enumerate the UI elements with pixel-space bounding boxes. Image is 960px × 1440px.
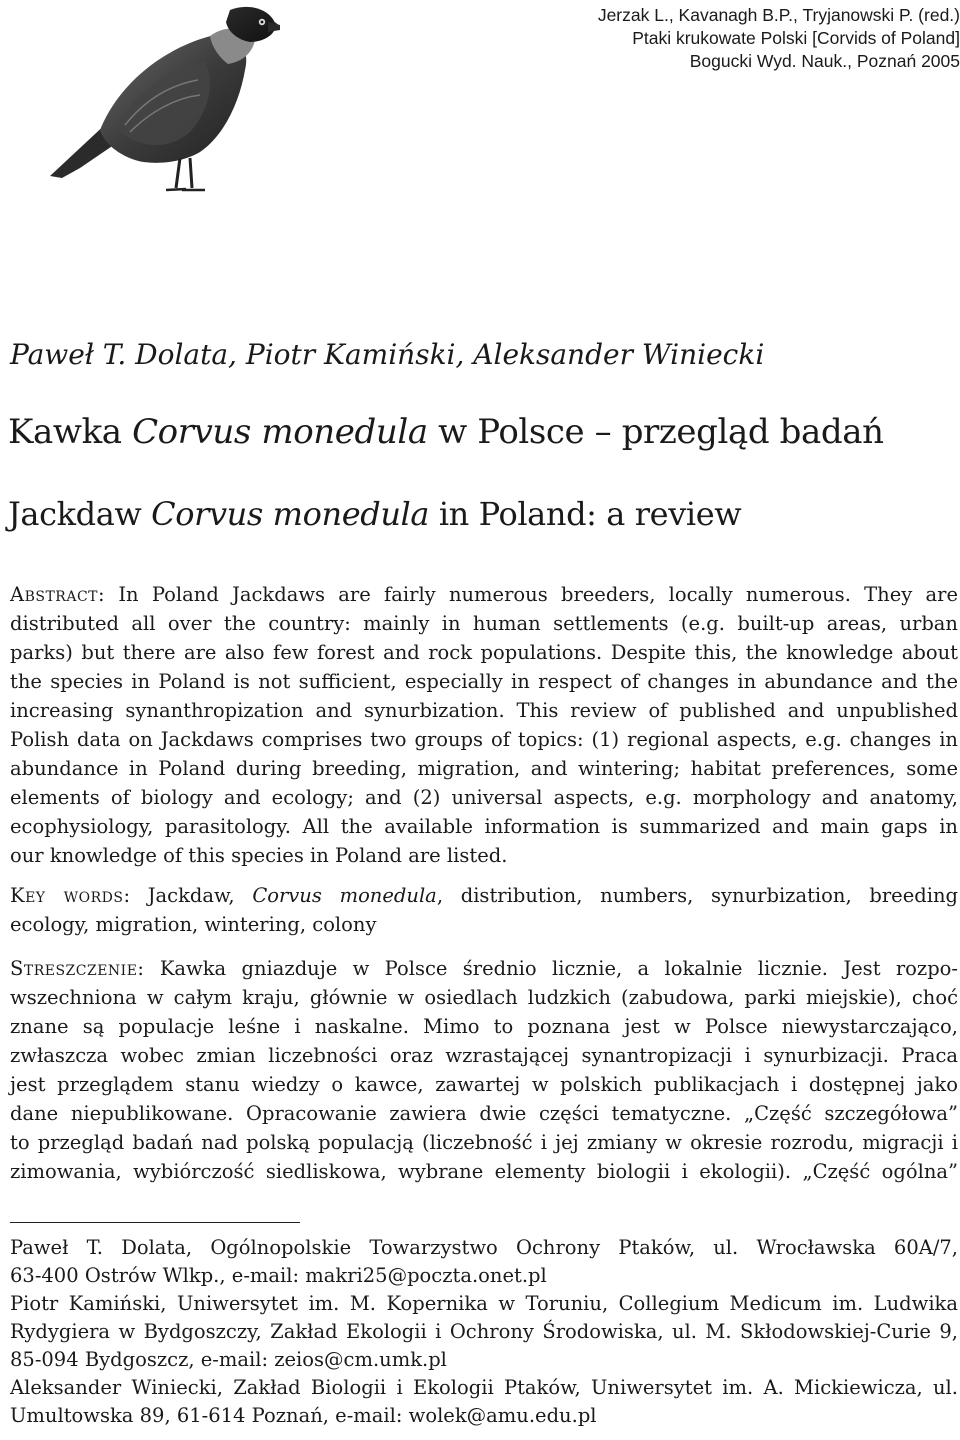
abstract-line: our knowledge of this species in Poland are listed. xyxy=(10,844,508,867)
affiliation-line: 63-400 Ostrów Wlkp., e-mail: makri25@poczta.onet.pl xyxy=(10,1264,547,1287)
affiliation-line: Umultowska 89, 61-614 Poznań, e-mail: wolek@amu.edu.pl xyxy=(10,1404,597,1427)
streszczenie-text: Kawka gniazduje w Polsce średnio licznie, a lokalnie licznie. Jest rozpo- xyxy=(159,957,959,980)
streszczenie-line: to przegląd badań nad polską populacją (liczebność i jej zmiany w okresie rozrodu, migracji i xyxy=(10,1131,958,1154)
keywords-text: : Jackdaw, xyxy=(123,884,253,907)
authors: Paweł T. Dolata, Piotr Kamiński, Aleksander Winiecki xyxy=(10,338,765,371)
streszczenie-line: zwłaszcza wobec zmian liczebności oraz wzrastającej synantropizacji i synurbizacji. Praca xyxy=(10,1044,958,1067)
abstract xyxy=(10,580,958,870)
streszczenie-line: jest przeglądem stanu wiedzy o kawce, zawartej w polskich publikacjach i dostępnej jako xyxy=(10,1073,958,1096)
affiliation-line: Aleksander Winiecki, Zakład Biologii i Ekologii Ptaków, Uniwersytet im. A. Mickiewicza, ul. xyxy=(10,1376,958,1399)
footnote-divider xyxy=(10,1222,300,1223)
abstract-line: abundance in Poland during breeding, migration, and wintering; habitat preferences, some xyxy=(10,757,958,780)
affiliation-line: Piotr Kamiński, Uniwersytet im. M. Kopernika w Toruniu, Collegium Medicum im. Ludwika xyxy=(10,1292,958,1315)
abstract-line xyxy=(10,580,958,609)
abstract-line: ecophysiology, parasitology. All the available information is summarized and main gaps in xyxy=(10,815,958,838)
title-polish-suffix: w Polsce – przegląd badań xyxy=(427,412,884,452)
streszczenie-line: wszechniona w całym kraju, głównie w osiedlach ludzkich (zabudowa, parki miejskie), choć xyxy=(10,986,958,1009)
title-english-prefix: Jackdaw xyxy=(8,495,152,533)
keywords-line xyxy=(10,881,958,910)
abstract-line: the species in Poland is not sufficient, especially in respect of changes in abundance and the xyxy=(10,670,958,693)
affiliation-line: Paweł T. Dolata, Ogólnopolskie Towarzystwo Ochrony Ptaków, ul. Wrocławska 60A/7, xyxy=(10,1236,958,1259)
streszczenie-line: zimowania, wybiórczość siedliskowa, wybrane elementy biologii i ekologii). „Część ogólna” xyxy=(10,1160,958,1183)
keywords-text: , distribution, numbers, synurbization, breeding xyxy=(436,884,958,907)
title-polish-prefix: Kawka xyxy=(8,412,133,452)
abstract-line: parks) but there are also few forest and rock populations. Despite this, the knowledge about xyxy=(10,641,958,664)
reference-line: Bogucki Wyd. Nauk., Poznań 2005 xyxy=(689,51,960,71)
title-polish-species: Corvus monedula xyxy=(132,412,428,452)
streszczenie-label: Streszczenie: xyxy=(10,957,145,980)
abstract-line: increasing synanthropization and synurbization. This review of published and unpublished xyxy=(10,699,958,722)
reference-block xyxy=(520,4,960,73)
abstract-line: elements of biology and ecology; and (2) universal aspects, e.g. morphology and anatomy, xyxy=(10,786,958,809)
abstract-text: In Poland Jackdaws are fairly numerous breeders, locally numerous. They are xyxy=(118,583,958,606)
streszczenie xyxy=(10,954,958,1186)
title-english xyxy=(8,495,741,533)
keywords-label: Key words xyxy=(10,884,124,907)
affiliations xyxy=(10,1234,958,1430)
title-english-species: Corvus monedula xyxy=(151,495,430,533)
affiliation-line: Rydygiera w Bydgoszczy, Zakład Ekologii i Ochrony Środowiska, ul. M. Skłodowskiej-Curie 9, xyxy=(10,1320,958,1343)
streszczenie-line xyxy=(10,954,958,983)
reference-line: Ptaki krukowate Polski [Corvids of Poland] xyxy=(632,28,960,48)
title-english-suffix: in Poland: a review xyxy=(429,495,742,533)
title-polish xyxy=(8,412,884,452)
keywords-species: Corvus monedula xyxy=(252,884,437,907)
streszczenie-line: dane niepublikowane. Opracowanie zawiera dwie części tematyczne. „Część szczegółowa” xyxy=(10,1102,958,1125)
keywords xyxy=(10,881,958,939)
reference-line: Jerzak L., Kavanagh B.P., Tryjanowski P. (red.) xyxy=(597,5,960,25)
abstract-line: distributed all over the country: mainly in human settlements (e.g. built-up areas, urban xyxy=(10,612,958,635)
jackdaw-illustration xyxy=(40,0,280,200)
streszczenie-line: znane są populacje leśne i naskalne. Mimo to poznana jest w Polsce niewystarczająco, xyxy=(10,1015,958,1038)
keywords-line: ecology, migration, wintering, colony xyxy=(10,913,377,936)
affiliation-line: 85-094 Bydgoszcz, e-mail: zeios@cm.umk.pl xyxy=(10,1348,447,1371)
abstract-line: Polish data on Jackdaws comprises two groups of topics: (1) regional aspects, e.g. changes in xyxy=(10,728,958,751)
abstract-label: Abstract: xyxy=(10,583,106,606)
